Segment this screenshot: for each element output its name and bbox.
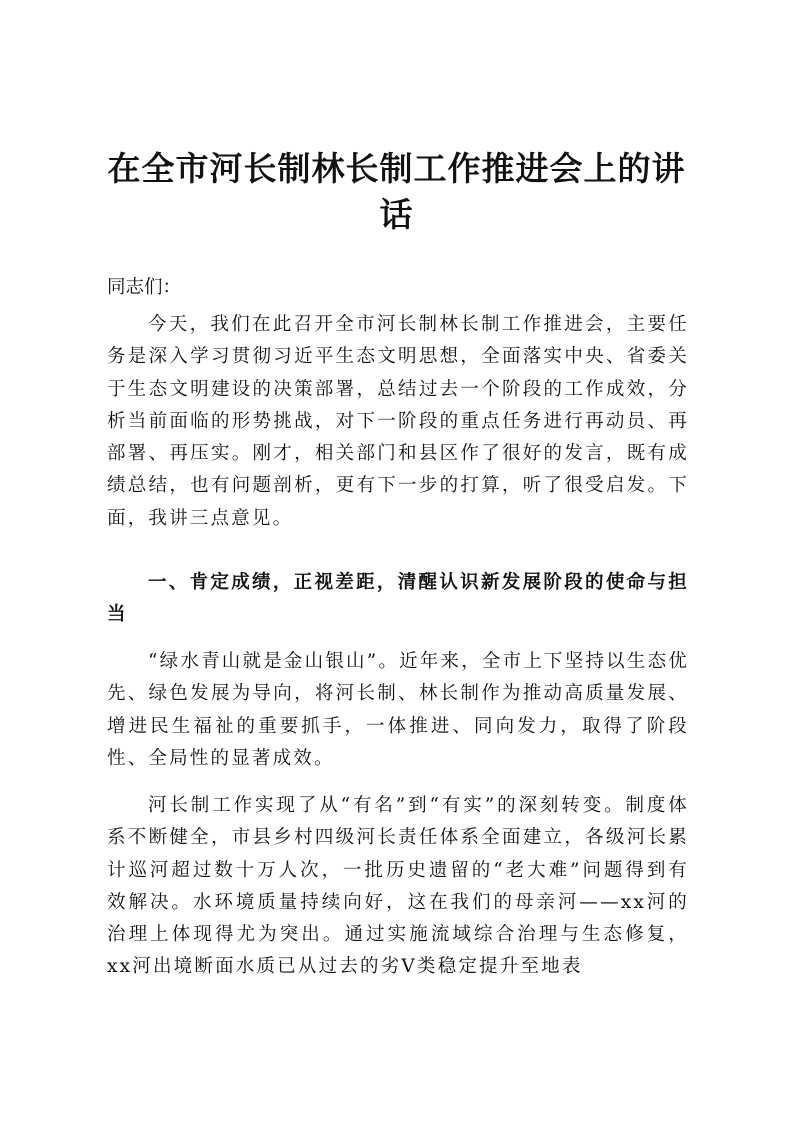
salutation: 同志们： [107,277,182,298]
document-title: 在全市河长制林长制工作推进会上的讲话 [107,149,686,234]
paragraph-opening: 今天，我们在此召开全市河长制林长制工作推进会，主要任务是深入学习贯彻习近平生态文明思想，全面落实中央、省委关于生态文明建设的决策部署，总结过去一个阶段的工作成效，分析当前面临的形势挑战，对下一阶段的重点任务进行再动员、再部署、再压实。刚才，相关部门和县区作了很好的发言，既有成绩总结，也有问题剖析，更有下一步的打算，听了很受启发。下面，我讲三点意见。 [107,314,689,529]
paragraph-achievements: “绿水青山就是金山银山”。近年来，全市上下坚持以生态优先、绿色发展为导向，将河长制、林长制作为推动高质量发展、增进民生福祉的重要抓手，一体推进、同向发力，取得了阶段性、全局性的显著成效。 [107,651,689,769]
paragraph-river-chief: 河长制工作实现了从“有名”到“有实”的深刻转变。制度体系不断健全，市县乡村四级河长责任体系全面建立，各级河长累计巡河超过数十万人次，一批历史遗留的“老大难”问题得到有效解决。水环境质量持续向好，这在我们的母亲河——xx河的治理上体现得尤为突出。通过实施流域综合治理与生态修复，xx河出境断面水质已从过去的劣Ⅴ类稳定提升至地表 [107,795,690,978]
section-heading-1: 一、肯定成绩，正视差距，清醒认识新发展阶段的使命与担当 [107,572,689,626]
